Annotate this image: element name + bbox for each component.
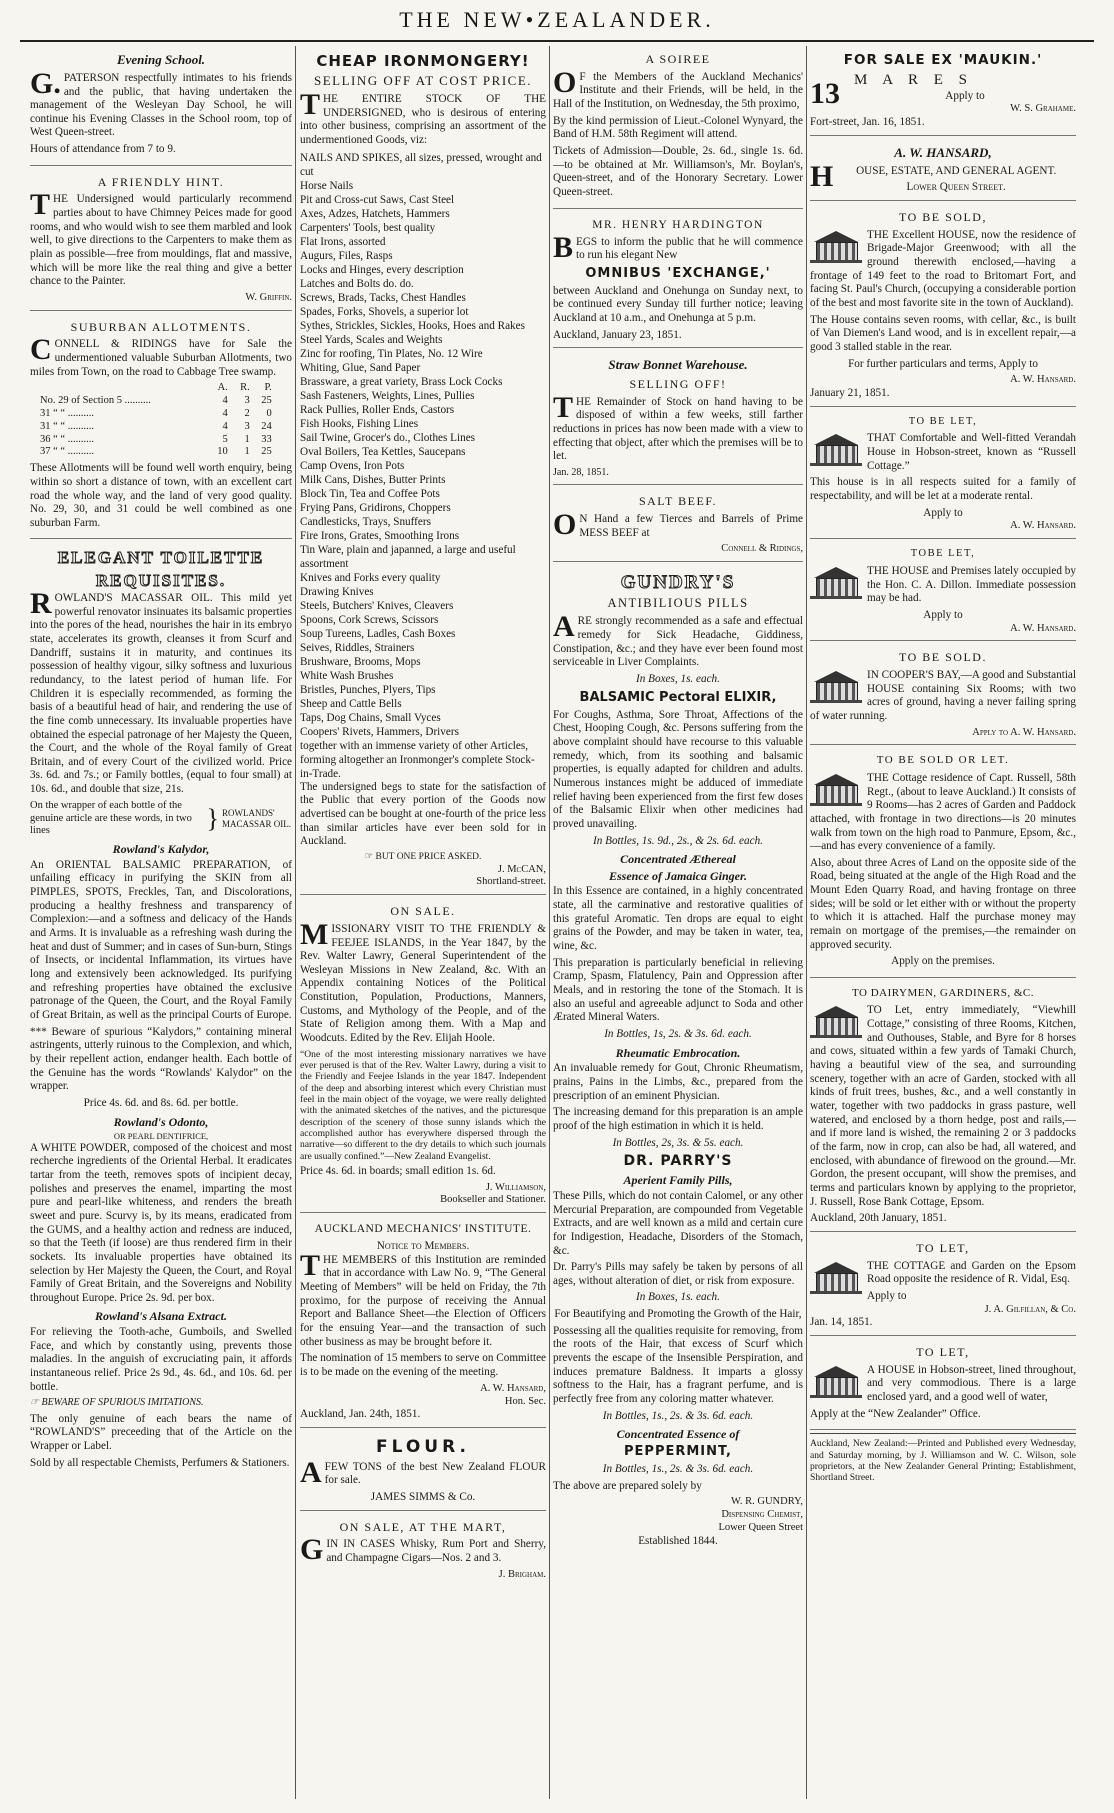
ad-body: *** Beware of spurious “Kalydors,” containing mineral astringents, utterly ruinous to the Complexion, and which, by their repellent action, endanger health. Each bottle of the Genuine has the words “Rowlands' Kalydor” on the wrapper. (30, 1025, 292, 1093)
mares-count: 13 (810, 76, 840, 110)
ad-signature: W. Griffin. (245, 292, 292, 304)
ad-body: Sold by all respectable Chemists, Perfumers & Stationers. (30, 1456, 290, 1469)
ad-body: THE Excellent HOUSE, now the residence of Brigade-Major Greenwood; with all the ground therewith enclosed,—having a frontage of 149 feet to the road to Britomart Fort, and facing St. Paul's Church, (occupying a considerable portion of the best and most favorite site in the town of Auckland). (810, 228, 1076, 309)
list-item: Milk Cans, Dishes, Butter Prints (300, 473, 446, 486)
list-item: Camp Ovens, Iron Pots (300, 459, 405, 472)
ad-apply: Apply at the “New Zealander” Office. (810, 1407, 981, 1420)
ad-address: Lower Queen Street. (906, 181, 1006, 194)
ad-signature: A. W. Hansard. (1010, 374, 1076, 386)
list-item: Horse Nails (300, 179, 354, 192)
ad-friendly-hint (30, 169, 292, 311)
ad-signature: JAMES SIMMS & Co. (370, 1491, 476, 1504)
omnibus-title: OMNIBUS 'EXCHANGE,' (585, 265, 771, 281)
ad-heading: Evening School. (116, 52, 206, 67)
ad-signature: A. W. Hansard. (1010, 622, 1076, 634)
ad-date: Jan. 14, 1851. (810, 1316, 873, 1329)
list-item: Coopers' Rivets, Hammers, Drivers (300, 725, 459, 738)
cell-acres: 4 (222, 408, 228, 419)
ad-signature: Dispensing Chemist, (721, 1508, 803, 1520)
ad-signature: Apply to A. W. Hansard. (972, 726, 1076, 738)
row-label: 31 “ “ .......... (40, 408, 94, 419)
house-icon (810, 434, 862, 466)
ad-body: Tickets of Admission—Double, 2s. 6d., single 1s. 6d.—to be obtained at Mr. Williamson's, Mr. Boylan's, Queen-street, and of the Honorary Secretary. Lower Queen-street. (553, 144, 803, 198)
ad-note: ☞ BUT ONE PRICE ASKED. (364, 852, 482, 863)
ad-body: OF the Members of the Auckland Mechanics' Institute and their Friends, will be held, in the Hall of the Institution, on Wednesday, the 5th proximo, (553, 65, 803, 110)
ad-body: THAT Comfortable and Well-fitted Verandah House in Hobson-street, known as “Russell Cottage.” (867, 432, 1076, 472)
house-icon (810, 1262, 862, 1294)
ad-price: In Bottles, 1s., 2s. & 3s. 6d. each. (602, 1462, 754, 1475)
ad-to-be-sold-coopers-bay (810, 644, 1076, 745)
ad-beware: ☞ BEWARE OF SPURIOUS IMITATIONS. (30, 1397, 204, 1409)
ad-heading: Concentrated Æthereal (620, 852, 736, 867)
ad-body: The House contains seven rooms, with cellar, &c., is built of Van Diemen's Land wood, and is in excellent repair,—a good 3 stalled stable in the rear. (810, 313, 1076, 353)
house-icon (810, 231, 862, 263)
ad-date: Jan. 28, 1851. (553, 467, 609, 479)
ad-body: An ORIENTAL BALSAMIC PREPARATION, of unfailing efficacy in purifying the SKIN from all PIMPLES, SPOTS, Freckles, Tan, and Discolorations, producing a healthy freshness and transparency of Complexion:—and a softness and delicacy of the Hands and Arms. It is invaluable as a refreshing wash during the heat and dust of Summer; and in cases of Sun-burn, Stings of Insects, or incidental Inflammation, its virtues have long and extensively been acknowledged. Its purifying and refreshing properties have obtained the exclusive patronage of the Queen, the Court, and the Royal Family of Great Britain, as well as the principal Courts of Europe. (30, 858, 292, 1022)
ad-subheading: OR PEARL DENTIFRICE, (113, 1131, 209, 1142)
list-item: Brushware, Brooms, Mops (300, 655, 421, 668)
column-4 (810, 46, 1076, 1799)
ad-gundry-medicines (553, 565, 803, 1556)
ad-hansard-agent (810, 139, 1076, 201)
cell-perches: 0 (266, 408, 272, 419)
column-3 (553, 46, 803, 1799)
ad-heading: ELEGANT TOILETTE (57, 548, 265, 568)
ad-to-let-epsom (810, 1235, 1076, 1336)
ad-heading: A SOIREE (645, 52, 711, 66)
table-header: R. (240, 382, 250, 394)
list-item: Pit and Cross-cut Saws, Cast Steel (300, 193, 455, 206)
cell-acres: 10 (217, 446, 228, 458)
ad-to-be-sold-house (810, 204, 1076, 407)
ad-heading: Rowland's Alsana Extract. (95, 1309, 227, 1324)
cell-perches: 24 (261, 420, 272, 432)
ad-body: AFEW TONS of the best New Zealand FLOUR for sale. (300, 1455, 546, 1489)
ad-subheading: Aperient Family Pills, (623, 1173, 733, 1188)
ad-body: ON Hand a few Tierces and Barrels of Prime MESS BEEF at (553, 507, 803, 541)
list-item: Brassware, a great variety, Brass Lock Cocks (300, 375, 503, 388)
list-item: White Wash Brushes (300, 669, 394, 682)
ad-apply: Apply on the premises. (891, 955, 995, 968)
ad-body: between Auckland and Onehunga on Sunday next, to be continued every Sunday till further notice; leaving Auckland at 10 a.m., and Onehunga at 5 p.m. (553, 284, 803, 325)
ad-body: An invaluable remedy for Gout, Chronic Rheumatism, prains, Pains in the Limbs, &c., prepared from the prescription of an eminent Physician. (553, 1062, 803, 1102)
ad-heading: DR. PARRY'S (623, 1153, 733, 1170)
ad-body: A WHITE POWDER, composed of the choicest and most recherche ingredients of the Oriental Herbal. It eradicates tartar from the teeth, removes spots of incipient decay, polishes and preserves the enamel, imparting the most pure and pearl-like whiteness, and renders the breath sweet and pure. Scurvy is, by its means, eradicated from the GUMS, and a healthy action and redness are induced, so that the Teeth (if loose) are thus rendered firm in their sockets. Its invaluable properties have obtained its selection by Her Majesty the Queen, the Court, and Royal Family of Great Britain, and the Sovereigns and Nobility throughout Europe. Price 2s. 9d. per box. (30, 1141, 292, 1304)
ad-signature: Connell & Ridings, (721, 543, 803, 555)
ad-body: THE HOUSE and Premises lately occupied by the Hon. C. A. Dillon. Immediate possession may be had. (867, 565, 1076, 605)
list-item: Block Tin, Tea and Coffee Pots (300, 487, 440, 500)
list-item: Seives, Riddles, Strainers (300, 641, 415, 654)
house-icon (810, 671, 862, 703)
row-label: 36 “ “ .......... (40, 433, 94, 445)
ad-signature: Hon. Sec. (504, 1395, 546, 1407)
list-item: Fire Irons, Grates, Smoothing Irons (300, 529, 460, 542)
cell-acres: 5 (222, 433, 228, 445)
cell-perches: 33 (261, 433, 272, 445)
goods-list (300, 151, 546, 781)
ad-body: IN COOPER'S BAY,—A good and Substantial HOUSE containing Six Rooms; with two acres of ground, having a never failing spring of water running. (810, 669, 1076, 723)
masthead-rule (20, 40, 1094, 42)
ad-to-be-let-russell (810, 410, 1076, 540)
ad-body: ARE strongly recommended as a safe and effectual remedy for Sick Headache, Giddiness, Constipation, &c.; and they have ever been found most serviceable in Liver Complaints. (553, 610, 803, 669)
row-label: 37 “ “ .......... (40, 446, 94, 458)
ad-intro: For Beautifying and Promoting the Growth of the Hair, (554, 1308, 802, 1321)
column-1 (30, 46, 292, 1799)
masthead: THE NEW•ZEALANDER. (399, 7, 715, 32)
list-item: Latches and Bolts do. do. (300, 277, 414, 290)
ad-heading: TO BE SOLD. (899, 650, 987, 665)
list-item: Sail Twine, Grocer's do., Clothes Lines (300, 431, 476, 444)
table-row (38, 395, 274, 408)
cell-roods: 1 (244, 446, 250, 458)
ad-heading: TO BE SOLD, (899, 210, 987, 225)
ad-body: HOUSE, ESTATE, AND GENERAL AGENT. (810, 159, 1057, 193)
list-item: Sythes, Strickles, Sickles, Hooks, Hoes and Rakes (300, 319, 525, 332)
ad-signature: J. A. Gilfillan, & Co. (984, 1303, 1076, 1315)
ad-date: Auckland, 20th January, 1851. (810, 1212, 947, 1225)
ad-body: Possessing all the qualities requisite for removing, from the roots of the Hair, that excess of Scurf which prevents the escape of the Insensible Perspiration, and induces premature Baldness. It imparts a glossy softness to the Hair, has a fragrant perfume, and is perfectly free from any coloring matter whatever. (553, 1324, 803, 1406)
wrapper-note-left: On the wrapper of each bottle of the genuine article are these words, in two lines (30, 799, 192, 837)
ad-heading: SUBURBAN ALLOTMENTS. (70, 319, 252, 334)
allotment-table (38, 382, 274, 459)
ad-body: The increasing demand for this preparation is an ample proof of the high estimation in which it is held. (553, 1106, 803, 1132)
list-item: Flat Irons, assorted (300, 235, 386, 248)
cell-roods: 2 (244, 408, 250, 419)
ad-heading: FOR SALE EX 'MAUKIN.' (843, 52, 1043, 68)
ad-price: In Boxes, 1s. each. (636, 1291, 720, 1304)
ad-signature: Shortland-street. (476, 876, 546, 888)
table-row (38, 434, 274, 447)
list-item: Spoons, Cork Screws, Scissors (300, 613, 439, 626)
ad-soiree (553, 46, 803, 209)
ad-mart (300, 1514, 546, 1587)
list-item: Locks and Hinges, every description (300, 263, 464, 276)
ad-price: Price 4s. 6d. and 8s. 6d. per bottle. (83, 1096, 239, 1109)
ad-date: Auckland, Jan. 24th, 1851. (300, 1408, 421, 1421)
ad-body: THE Cottage residence of Capt. Russell, 58th Regt., (about to leave Auckland.) It consists of 9 Rooms—has 2 acres of Garden and Paddock attached, with frontage in two directions—is 20 minutes walk from town on the high road to Panmure, Epsom, &c.,—and has every convenience of a family. (810, 771, 1076, 853)
mares-label: M A R E S (854, 72, 974, 89)
ad-mechanics-institute (300, 1216, 546, 1428)
ad-heading: TO LET, (916, 1345, 970, 1360)
ad-body: This preparation is particularly beneficial in relieving Cramp, Spasm, Flatulency, Pain and Oppression after Meals, and in restoring the tone of the Stomach. It is also an useful and agreeable adjunct to Soda and other Ærated Mineral Waters. (553, 956, 803, 1024)
ad-body: THE ENTIRE STOCK OF THE UNDERSIGNED, who is desirous of entering into other business, comprising an assortment of the undermentioned Goods, viz: (300, 88, 546, 147)
ad-body: THE COTTAGE and Garden on the Epsom Road opposite the residence of R. Vidal, Esq. (867, 1259, 1076, 1286)
ad-heading: SALT BEEF. (638, 494, 718, 509)
ad-price: In Bottles, 1s., 2s. & 3s. 6d. each. (602, 1409, 754, 1422)
list-item: Bristles, Punches, Plyers, Tips (300, 683, 436, 696)
list-item: Screws, Brads, Tacks, Chest Handles (300, 291, 466, 304)
table-header: P. (264, 382, 272, 394)
ad-body: For relieving the Tooth-ache, Gumboils, and Swelled Face, and which by constantly using, prevents those maladies. In the anguish of excruciating pain, it affords instantaneous relief. Price 2s 9d., 4s. 6d., and 10s. 6d. per bottle. (30, 1326, 292, 1393)
ad-omnibus (553, 212, 803, 349)
list-item: Spades, Forks, Shovels, a superior lot (300, 305, 469, 318)
ad-signature: Bookseller and Stationer. (440, 1194, 546, 1206)
list-item: together with an immense variety of other Articles, forming altogether an Ironmonger's complete Stock-in-Trade. (300, 739, 535, 780)
ad-price: In Bottles, 2s, 3s. & 5s. each. (612, 1136, 744, 1149)
house-icon (810, 774, 862, 806)
ad-subheading: SELLING OFF AT COST PRICE. (313, 73, 533, 89)
ad-signature: W. R. GUNDRY, (730, 1496, 803, 1508)
ad-established: Established 1844. (638, 1534, 718, 1547)
row-label: No. 29 of Section 5 .......... (40, 395, 151, 407)
ad-price: In Bottles, 1s, 2s. & 3s. 6d. each. (604, 1027, 752, 1040)
ad-signature: A. W. Hansard, (480, 1382, 546, 1394)
list-item: Steels, Butchers' Knives, Cleavers (300, 599, 454, 612)
ad-body: By the kind permission of Lieut.-Colonel Wynyard, the Band of H.M. 58th Regiment will attend. (553, 114, 803, 141)
column-rule (806, 46, 807, 1799)
list-item: NAILS AND SPIKES, all sizes, pressed, wrought and cut (300, 151, 542, 178)
cell-perches: 25 (261, 446, 272, 458)
list-item: Knives and Forks every quality (300, 571, 441, 584)
ad-heading: Essence of Jamaica Ginger. (609, 868, 747, 883)
column-rule (549, 46, 550, 1799)
list-item: Sheep and Cattle Bells (300, 697, 402, 710)
ad-heading: Concentrated Essence of (616, 1427, 740, 1442)
row-label: 31 “ “ .......... (40, 420, 94, 432)
ad-body: TO Let, entry immediately, “Viewhill Cottage,” consisting of three Rooms, Kitchen, and Outhouses, Stable, and Byre for 8 horses and cows, situated within a few yards of Tamaki Church, having a beautiful view of the sea, and surrounding scenery, together with an acre of Garden, stocked with all kinds of fruit trees, bushes, &c., and a well constantly in water, together with two paddocks in grass pasture, well watered, and enclosed by a thorn hedge, post and rails,—and if more land is wished, the remaining 2 or 3 paddocks of the farm, now in crop, can also be had, all watered, and enclosed, with abundance of firewood on the ground.—Mr. Gordon, the present occupant, will show the premises, and terms and particulars known by applying to the proprietor, J. Russell, Rose Bank Cottage, Epsom. (810, 1004, 1076, 1208)
list-item: Whiting, Glue, Sand Paper (300, 361, 421, 374)
list-item: Steel Yards, Scales and Weights (300, 333, 443, 346)
ad-body: Hours of attendance from 7 to 9. (30, 143, 176, 156)
ad-heading: Rheumatic Embrocation. (615, 1045, 741, 1060)
list-item: Candlesticks, Trays, Snuffers (300, 515, 431, 528)
ad-evening-school (30, 46, 292, 166)
ad-signature: J. Brigham. (498, 1568, 546, 1580)
ad-subheading: ANTIBILIOUS PILLS (607, 596, 749, 611)
ad-body: The only genuine of each bears the name of “ROWLAND'S” preceeding that of the Article on the Wrapper or Label. (30, 1412, 292, 1452)
list-item: Carpenters' Tools, best quality (300, 221, 436, 234)
ad-body: The undersigned begs to state for the satisfaction of the Public that every portion of the Goods now advertised can be bought at one-fourth of the price less than similar articles have ever been sold for in Auckland. (300, 780, 546, 848)
ad-heading: Straw Bonnet Warehouse. (608, 357, 748, 373)
imprint (810, 1433, 1076, 1491)
cell-acres: 4 (222, 420, 228, 432)
table-row (38, 421, 274, 434)
ad-heading: GUNDRY'S (620, 572, 736, 594)
ad-heading: A FRIENDLY HINT. (97, 174, 225, 189)
ad-heading: REQUISITES. (95, 571, 227, 591)
list-item: Zinc for roofing, Tin Plates, No. 12 Wire (300, 347, 483, 360)
ad-body: MISSIONARY VISIT TO THE FRIENDLY & FEEJEE ISLANDS, in the Year 1847, by the Rev. Walter Lawry, General Superintendent of the Wesleyan Missions in New Zealand, &c. With an Appendix containing Notices of the Political Constitution, Population, Productions, Manners, Customs, and Mythology of the People, and of the State of Religion among them. With a Map and Woodcuts. Edited by the Rev. Elijah Hoole. (300, 917, 546, 1045)
list-item: Soup Tureens, Ladles, Cash Boxes (300, 627, 456, 640)
column-2 (300, 46, 546, 1799)
ad-heading: A. W. HANSARD, (894, 144, 992, 160)
ad-body: THE Remainder of Stock on hand having to be disposed of within a few weeks, still farther reductions in prices has now been made with a view to effecting that object, after which the premises will be to let. (553, 390, 803, 463)
ad-body: Also, about three Acres of Land on the opposite side of the Road, being situated at the angle of the High Road and the Mount Eden Quarry Road, and having frontage on three sides; will be sold or let either with or without the property to which it is attached. Half the purchase money may remain on mortgage of the premises,—the remainder on approved security. (810, 856, 1076, 951)
ad-body: GIN IN CASES Whisky, Rum Port and Sherry, and Champagne Cigars—Nos. 2 and 3. (300, 1533, 546, 1567)
brace-icon: } (206, 803, 219, 833)
house-icon (810, 1366, 862, 1398)
ad-body: CONNELL & RIDINGS have for Sale the undermentioned valuable Suburban Allotments, two miles from Town, on the road to Cabbage Tree swamp. (30, 333, 292, 378)
ad-heading: Rowland's Kalydor, (112, 842, 210, 857)
ad-price: In Boxes, 1s. each. (636, 673, 720, 686)
ad-apply: Apply to (923, 506, 963, 519)
list-item: Augurs, Files, Rasps (300, 249, 393, 262)
ad-subheading: SELLING OFF! (629, 377, 727, 392)
ad-body: THE MEMBERS of this Institution are reminded that in accordance with Law No. 9, “The General Meeting of Members” will be held on Friday, the 7th proximo, for the purpose of receiving the Annual Report and Ballance Sheet—the Election of Officers for the ensuing Year—and the transaction of such other business as may be brought before it. (300, 1248, 546, 1348)
ad-flour (300, 1431, 546, 1511)
list-item: Sash Fasteners, Weights, Lines, Pullies (300, 389, 475, 402)
ad-price: Price 4s. 6d. in boards; small edition 1s. 6d. (300, 1164, 496, 1177)
ad-body: Dr. Parry's Pills may safely be taken by persons of all ages, without alteration of diet, or risk from exposure. (553, 1261, 803, 1287)
wrapper-note (30, 800, 292, 838)
ad-body: The above are prepared solely by (553, 1479, 702, 1492)
cell-roods: 1 (244, 433, 250, 445)
column-rule (295, 46, 296, 1799)
ad-heading: FLOUR. (376, 1436, 470, 1457)
ad-price: In Bottles, 1s. 9d., 2s., & 2s. 6d. each. (593, 834, 763, 847)
ad-to-let-hobson (810, 1339, 1076, 1430)
list-item: Rack Pullies, Roller Ends, Castors (300, 403, 455, 416)
ad-signature: Lower Queen Street (718, 1521, 803, 1533)
ad-body: The nomination of 15 members to serve on Committee is to be made on the evening of the meeting. (300, 1352, 546, 1379)
ad-signature: A. W. Hansard. (1010, 520, 1076, 532)
cell-roods: 3 (244, 395, 250, 407)
list-item: Taps, Dog Chains, Small Vyces (300, 711, 441, 724)
list-item: Drawing Knives (300, 585, 374, 598)
ad-body: For further particulars and terms, Apply to (848, 357, 1038, 370)
ad-heading: BALSAMIC Pectoral ELIXIR, (579, 689, 777, 705)
table-row (38, 408, 274, 421)
ad-apply: Apply to (923, 608, 963, 621)
ad-body: For Coughs, Asthma, Sore Throat, Affections of the Chest, Hooping Cough, &c. Persons suffering from the above complaint should have recourse to this valuable remedy, which, from its soothing and balsamic properties, is equally adapted for children and adults. Numerous instances might be adduced of immediate relief having been experienced from the first few doses of the Balsamic Elixir when other medicines had proved unavailing. (553, 708, 803, 830)
ad-body: G.PATERSON respectfully intimates to his friends and the public, that having undertaken the management of the Wesleyan Day School, he will continue his Evening Classes in the School room, top of West Queen-street. (30, 66, 292, 139)
list-item: Tin Ware, plain and japanned, a large and useful assortment (300, 543, 516, 570)
cell-acres: 4 (222, 395, 228, 407)
ad-sold-or-let (810, 748, 1076, 978)
ad-heading: AUCKLAND MECHANICS' INSTITUTE. (314, 1223, 532, 1236)
ad-body: These Allotments will be found well worth enquiry, being within so short a distance of town, with an excellent cart road the whole way, and the land of very good quality. No. 29, 30, and 31 could be well combined as one suburban Farm. (30, 462, 292, 529)
ad-body: ROWLAND'S MACASSAR OIL. This mild yet powerful renovator insinuates its balsamic properties into the pores of the head, nourishes the hair in its embryo state, accelerates its growth, cleanses it from Scurf and Dandriff, sustains it in maturity, and continues its possession of healthy vigour, silky softness and luxurious redundancy, to the latest period of human life. For Children it is especially recommended, as forming the basis of a beautiful head of hair, and rendering the use of the fine comb unnecessary. Its invaluable properties have obtained the especial patronage of her Majesty the Queen, the Court, and the whole of the Royal family of Great Britain, and of every Court of the civilized world. Price 3s. 6d. and 7s.; or Family bottles, (equal to four small) at 10s. 6d., and double that size, 21s. (30, 586, 292, 796)
ad-body: This house is in all respects suited for a family of respectability, and will be let at a moderate rental. (810, 476, 1076, 503)
wrapper-note-right: ROWLANDS' MACASSAR OIL. (222, 808, 292, 829)
list-item: Oval Boilers, Tea Kettles, Saucepans (300, 445, 466, 458)
ad-heading: CHEAP IRONMONGERY! (316, 52, 530, 70)
ad-apply: Apply to (867, 1289, 907, 1302)
ad-quote: “One of the most interesting missionary narratives we have ever perused is that of the Rev. Walter Lawry, during a visit to the Friendly and Feejee Islands in the year 1847. Independent of the deep and absorbing interest which every Christian must feel in the main object of the voyage, we were really delighted with the animated sketches of the natives, and the picturesque description of the scenery of those sunny islands which the accomplished author has everywhere dispersed through the narrative—so different to the dry details to which such journals are usually confined.”—New Zealand Evangelist. (300, 1048, 546, 1162)
table-row (38, 446, 274, 459)
ad-heading: TO BE LET, (908, 415, 978, 427)
ad-body: THE Undersigned would particularly recommend parties about to have Chimney Peices made for good rooms, and who would wish to see them marbled and look well, to give directions to the Carpenters to make them as plain as possible—free from mouldings, flat and massive, which will be more like the real thing and give a better chance to the Painter. (30, 188, 292, 288)
ad-signature: J. Williamson, (485, 1181, 546, 1193)
ad-heading: Rowland's Odonto, (113, 1114, 209, 1129)
ad-body: BEGS to inform the public that he will commence to run his elegant New (553, 230, 803, 264)
list-item: Frying Pans, Gridirons, Choppers (300, 501, 451, 514)
ad-heading: ON SALE, AT THE MART, (339, 1519, 507, 1534)
ad-heading: PEPPERMINT, (624, 1444, 732, 1460)
ad-signature: J. McCAN, (497, 863, 546, 875)
ad-on-sale-book (300, 898, 546, 1213)
ad-salt-beef (553, 488, 803, 562)
list-item: Fish Hooks, Fishing Lines (300, 417, 419, 430)
cell-roods: 3 (244, 420, 250, 432)
ad-heading: TO DAIRYMEN, GARDINERS, &C. (852, 987, 1034, 1000)
ad-toilette-requisites (30, 542, 292, 1478)
house-icon (810, 1006, 862, 1038)
ad-maukin-mares (810, 46, 1076, 136)
ad-dairymen (810, 981, 1076, 1232)
ad-subheading: Notice to Members. (376, 1240, 470, 1253)
ad-body: These Pills, which do not contain Calomel, or any other Mercurial Preparation, are compounded from Vegetable Extracts, and are well known as a mild and certain cure for Indigestion, Headache, Disorders of the Stomach, &c. (553, 1189, 803, 1257)
ad-to-be-let-dillon (810, 542, 1076, 641)
ad-date: Auckland, January 23, 1851. (553, 328, 682, 341)
house-icon (810, 567, 862, 599)
ad-heading: TOBE LET, (910, 548, 976, 560)
ad-date: Fort-street, Jan. 16, 1851. (810, 116, 925, 129)
list-item: Axes, Adzes, Hatchets, Hammers (300, 207, 450, 220)
ad-heading: MR. HENRY HARDINGTON (592, 218, 764, 231)
ad-suburban-allotments (30, 314, 292, 540)
ad-heading: TO BE SOLD OR LET. (876, 754, 1010, 767)
imprint-text: Auckland, New Zealand:—Printed and Published every Wednesday, and Saturday morning, by J. Williamson and W. C. Wilson, sole proprietors, at the New Zealander General Printing; Establishment, Shortland Street. (810, 1438, 1076, 1484)
ad-heading: ON SALE. (390, 904, 456, 919)
ad-heading: TO LET, (916, 1240, 970, 1255)
ad-ironmongery (300, 46, 546, 895)
cell-perches: 25 (261, 395, 272, 407)
ad-apply: Apply to (945, 89, 985, 102)
table-header: A. (217, 382, 228, 394)
ad-body: In this Essence are contained, in a highly concentrated state, all the carminative and restorative qualities of this grateful Aromatic. Ten drops are equal to eight grains of the Powder, and may be taken in water, tea, wine, &c. (553, 885, 803, 953)
ad-straw-bonnet (553, 351, 803, 485)
ad-signature: W. S. Grahame. (1010, 103, 1076, 115)
ad-date: January 21, 1851. (810, 387, 890, 400)
ad-body: A HOUSE in Hobson-street, lined throughout, and very commodious. There is a large enclosed yard, and a good well of water, (867, 1363, 1076, 1403)
